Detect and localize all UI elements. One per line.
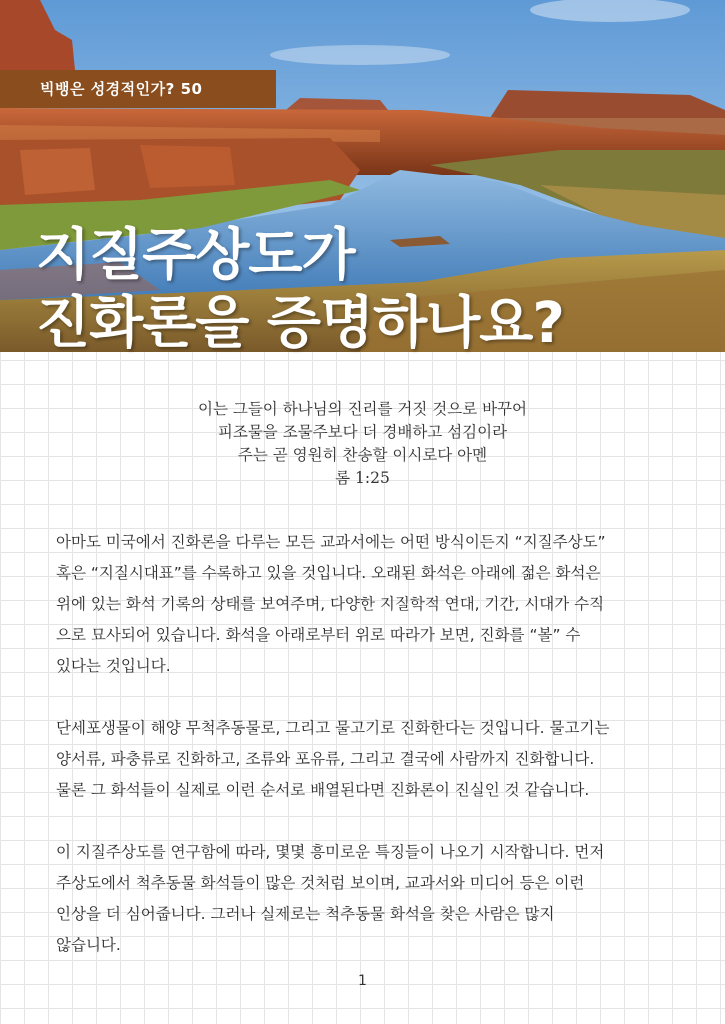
paragraph — [56, 527, 686, 682]
headline-line-2: 진화론을 증명하나요? — [36, 291, 564, 356]
verse-reference: 롬 1:25 — [335, 469, 390, 487]
text-line: 아마도 미국에서 진화론을 다루는 모든 교과서에는 어떤 방식이든지 “지질주상도” — [56, 533, 606, 551]
page-headline — [36, 222, 564, 358]
headline-line-1: 지질주상도가 — [36, 223, 355, 288]
text-line: 있다는 것입니다. — [56, 657, 171, 675]
verse-line: 이는 그들이 하나님의 진리를 거짓 것으로 바꾸어 — [197, 400, 528, 418]
text-line: 양서류, 파충류로 진화하고, 조류와 포유류, 그리고 결국에 사람까지 진화합니다. — [56, 750, 595, 768]
text-line: 위에 있는 화석 기록의 상태를 보여주며, 다양한 지질학적 연대, 기간, 시대가 수직 — [56, 595, 605, 613]
article-body — [56, 527, 686, 992]
text-line: 않습니다. — [56, 936, 121, 954]
paragraph — [56, 837, 686, 961]
text-line: 혹은 “지질시대표”를 수록하고 있을 것입니다. 오래된 화석은 아래에 젊은 화석은 — [56, 564, 601, 582]
scripture-quote — [0, 398, 725, 490]
text-line: 으로 묘사되어 있습니다. 화석을 아래로부터 위로 따라가 보면, 진화를 “볼” 수 — [56, 626, 581, 644]
text-line: 단세포생물이 해양 무척추동물로, 그리고 물고기로 진화한다는 것입니다. 물고기는 — [56, 719, 610, 737]
text-line: 주상도에서 척추동물 화석들이 많은 것처럼 보이며, 교과서와 미디어 등은 이런 — [56, 874, 585, 892]
text-line: 물론 그 화석들이 실제로 이런 순서로 배열된다면 진화론이 진실인 것 같습니다. — [56, 781, 590, 799]
series-tag: 빅뱅은 성경적인가? 50 — [0, 70, 276, 108]
paragraph — [56, 713, 686, 806]
verse-line: 주는 곧 영원히 찬송할 이시로다 아멘 — [237, 446, 488, 464]
page-number: 1 — [358, 973, 367, 989]
text-line: 이 지질주상도를 연구함에 따라, 몇몇 흥미로운 특징들이 나오기 시작합니다. 먼저 — [56, 843, 605, 861]
verse-line: 피조물을 조물주보다 더 경배하고 섬김이라 — [217, 423, 508, 441]
text-line: 인상을 더 심어줍니다. 그러나 실제로는 척추동물 화석을 찾은 사람은 많지 — [56, 905, 555, 923]
